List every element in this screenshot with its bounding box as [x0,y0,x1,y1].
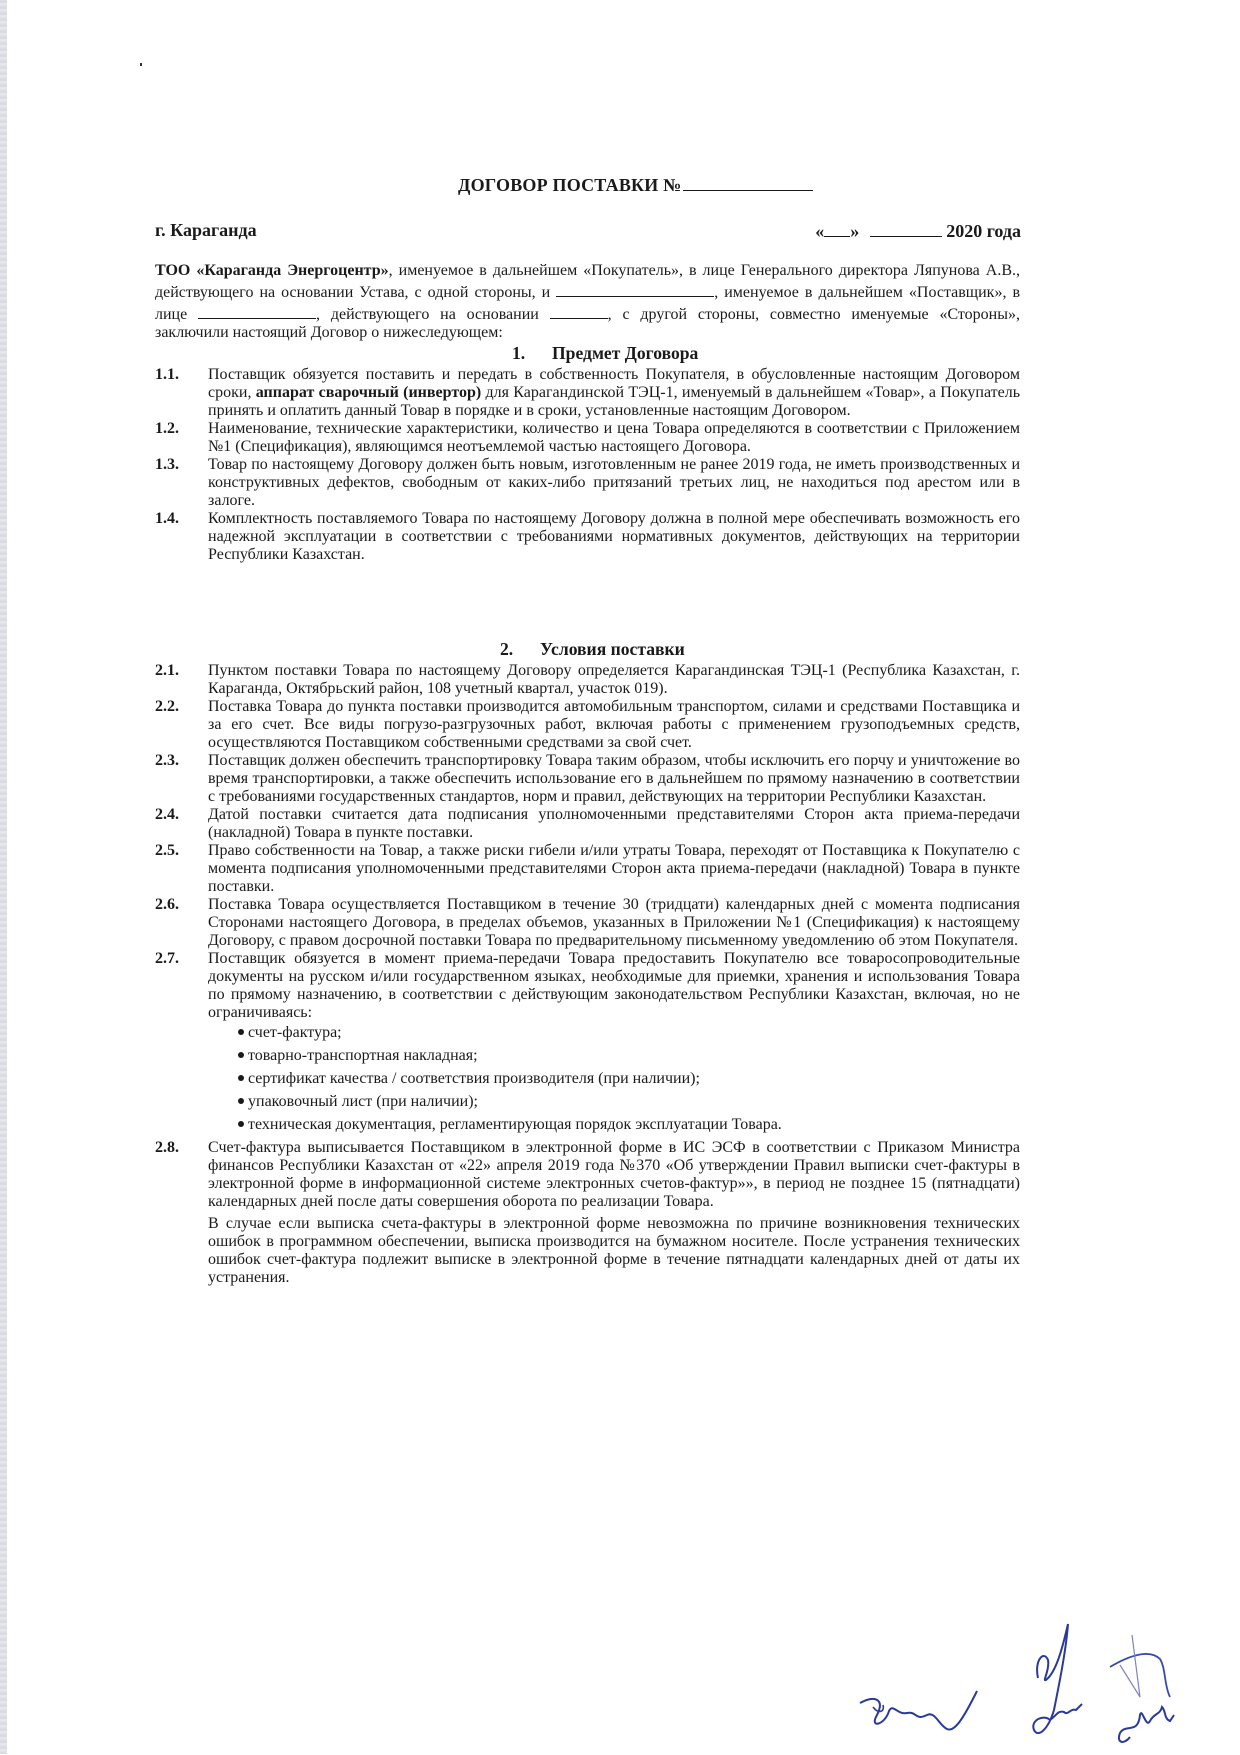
list-item [208,1116,1020,1139]
signature-3-icon [1100,1625,1240,1755]
section-2-heading [500,639,685,660]
clause-text: Счет-фактура выписывается Поставщиком в электронной форме в ИС ЭСФ в соответствии с Приказом Министра финансов Республики Казахстан от «22» апреля 2019 года №370 «Об утверждении Правил выписки счет-фактуры в электронной форме в информационной системе электронных счетов-фактур»», в период не позднее 15 (пятнадцати) календарных дней после даты совершения оборота по реализации Товара. [208,1139,1020,1210]
clause-1-1 [155,366,1020,420]
list-item [208,1070,1020,1093]
scan-edge-artifact [0,0,7,1754]
clause-number: 2.2. [155,698,179,715]
preamble-text-3: , действующего на основании [316,306,550,323]
section-2-items [155,662,1020,1287]
clause-1-3 [155,456,1020,510]
clause-2-5 [155,842,1020,896]
signature-1-icon [855,1685,995,1745]
city: г. Караганда [155,220,257,240]
section-number: 2. [500,639,514,659]
clause-number: 2.8. [155,1139,179,1156]
scan-speck [140,63,142,66]
list-item [208,1047,1020,1070]
buyer-name: ТОО «Караганда Энергоцентр» [155,262,389,279]
section-1-items [155,366,1020,564]
clause-1-2 [155,420,1020,456]
list-item-text: сертификат качества / соответствия производителя (при наличии); [248,1070,700,1087]
document-list [208,1024,1020,1139]
clause-text: Комплектность поставляемого Товара по настоящему Договору должна в полной мере обеспечивать возможность его надежной эксплуатации в соответствии с требованиями нормативных документов, действующих на территории Республики Казахстан. [208,510,1020,563]
list-item-text: счет-фактура; [248,1024,342,1041]
clause-number: 2.7. [155,950,179,967]
contract-number-blank [683,173,813,191]
clause-number: 1.2. [155,420,179,437]
bullet-icon [208,1024,248,1047]
supplier-basis-blank [550,302,608,319]
clause-text-pre: Поставщик обязуется поставить и передать в собственность Покупателя, в обусловленные настоящим Договором сроки, [208,366,1020,401]
clause-2-8-continuation: В случае если выписка счета-фактуры в электронной форме невозможна по причине возникновения технических ошибок в программном обеспечении, выписка производится на бумажном носителе. После устранения технических ошибок счет-фактура подлежит выписке в электронной форме в течение пятнадцати календарных дней от даты их устранения. [208,1215,1020,1286]
clause-number: 2.4. [155,806,179,823]
clause-text-post: для Карагандинской ТЭЦ-1, именуемый в дальнейшем «Товар», а Покупатель принять и оплатить данный Товар в порядке и в сроки, установленные настоящим Договором. [208,384,1021,419]
clause-text [208,366,1020,420]
clause-2-2 [155,698,1020,752]
clause-text: Поставщик обязуется в момент приема-передачи Товара предоставить Покупателю все товаросопроводительные документы на русском и/или государственном языках, необходимые для приемки, хранения и использования Товара по прямому назначению, в соответствии с действующим законодательством Республики Казахстан, включая, но не ограничиваясь: [208,950,1020,1021]
clause-text: Товар по настоящему Договору должен быть новым, изготовленным не ранее 2019 года, не иметь производственных и конструктивных дефектов, свободным от каких-либо притязаний третьих лиц, не находиться под арестом или в залоге. [208,456,1020,509]
section-title: Условия поставки [540,639,685,659]
clause-number: 2.1. [155,662,179,679]
preamble-text-4: , с другой стороны, совместно именуемые «Стороны», заключили настоящий Договор о нижеследующем: [155,306,1020,341]
clause-number: 2.5. [155,842,179,859]
clause-2-1 [155,662,1020,698]
clause-2-8 [155,1139,1020,1211]
list-item [208,1024,1020,1047]
clause-number: 1.4. [155,510,179,527]
bullet-icon [208,1116,248,1139]
clause-text: Право собственности на Товар, а также риски гибели и/или утраты Товара, переходят от Поставщика к Покупателю с момента подписания уполномоченными представителями Сторон акта приема-передачи (накладной) Товара в пункте поставки. [208,842,1020,895]
bullet-icon [208,1070,248,1093]
clause-number: 1.3. [155,456,179,473]
clause-text: Поставщик должен обеспечить транспортировку Товара таким образом, чтобы исключить его порчу и уничтожение во время транспортировки, а также обеспечить использование его в дальнейшем по прямому назначению в соответствии с требованиями государственных стандартов, норм и правил, действующих на территории Республики Казахстан. [208,752,1020,805]
clause-text: Наименование, технические характеристики, количество и цена Товара определяются в соответствии с Приложением №1 (Спецификация), являющимся неотъемлемой частью настоящего Договора. [208,420,1020,455]
bullet-icon [208,1047,248,1070]
clause-2-3 [155,752,1020,806]
clause-1-4 [155,510,1020,564]
document-title [458,173,813,196]
contract-date [815,220,1021,242]
day-blank [824,220,850,237]
title-text: ДОГОВОР ПОСТАВКИ № [458,175,682,195]
clause-2-7 [155,950,1020,1022]
month-blank [870,220,942,237]
clause-2-4 [155,806,1020,842]
list-item-text: товарно-транспортная накладная; [248,1047,478,1064]
clause-text: Поставка Товара осуществляется Поставщиком в течение 30 (тридцати) календарных дней с момента подписания Сторонами настоящего Договора, в пределах объемов, указанных в Приложении №1 (Спецификация) к настоящему Договору, с правом досрочной поставки Товара по предварительному письменному уведомлению об этом Покупателя. [208,896,1020,949]
supplier-name-blank [556,280,714,297]
section-number: 1. [512,343,526,363]
preamble-text-2: , именуемое в дальнейшем «Поставщик», в лице [155,284,1021,323]
clause-text: Пунктом поставки Товара по настоящему Договору определяется Карагандинская ТЭЦ-1 (Республика Казахстан, г. Караганда, Октябрьский район, 108 учетный квартал, участок 019). [208,662,1020,697]
clause-2-6 [155,896,1020,950]
clause-number: 2.6. [155,896,179,913]
preamble-text-1: , именуемое в дальнейшем «Покупатель», в лице Генерального директора Ляпунова А.В., действующего на основании Устава, с одной стороны, и [155,262,1021,301]
clause-text: Датой поставки считается дата подписания уполномоченными представителями Сторон акта приема-передачи (накладной) Товара в пункте поставки. [208,806,1020,841]
clause-number: 1.1. [155,366,179,383]
list-item-text: техническая документация, регламентирующая порядок эксплуатации Товара. [248,1116,782,1133]
date-close-quote: » [850,221,860,241]
list-item [208,1093,1020,1116]
clause-number: 2.3. [155,752,179,769]
clause-text: Поставка Товара до пункта поставки производится автомобильным транспортом, силами и средствами Поставщика и за его счет. Все виды погрузо-разгрузочных работ, включая работы с применением грузоподъемных средств, осуществляются Поставщиком собственными средствами за свой счет. [208,698,1020,751]
section-1-heading [512,343,698,364]
date-year: 2020 года [946,221,1021,241]
list-item-text: упаковочный лист (при наличии); [248,1093,478,1110]
preamble [155,262,1020,342]
bullet-icon [208,1093,248,1116]
product-name: аппарат сварочный (инвертор) [255,384,482,401]
section-title: Предмет Договора [552,343,699,363]
date-open-quote: « [815,221,825,241]
supplier-rep-blank [198,302,316,319]
